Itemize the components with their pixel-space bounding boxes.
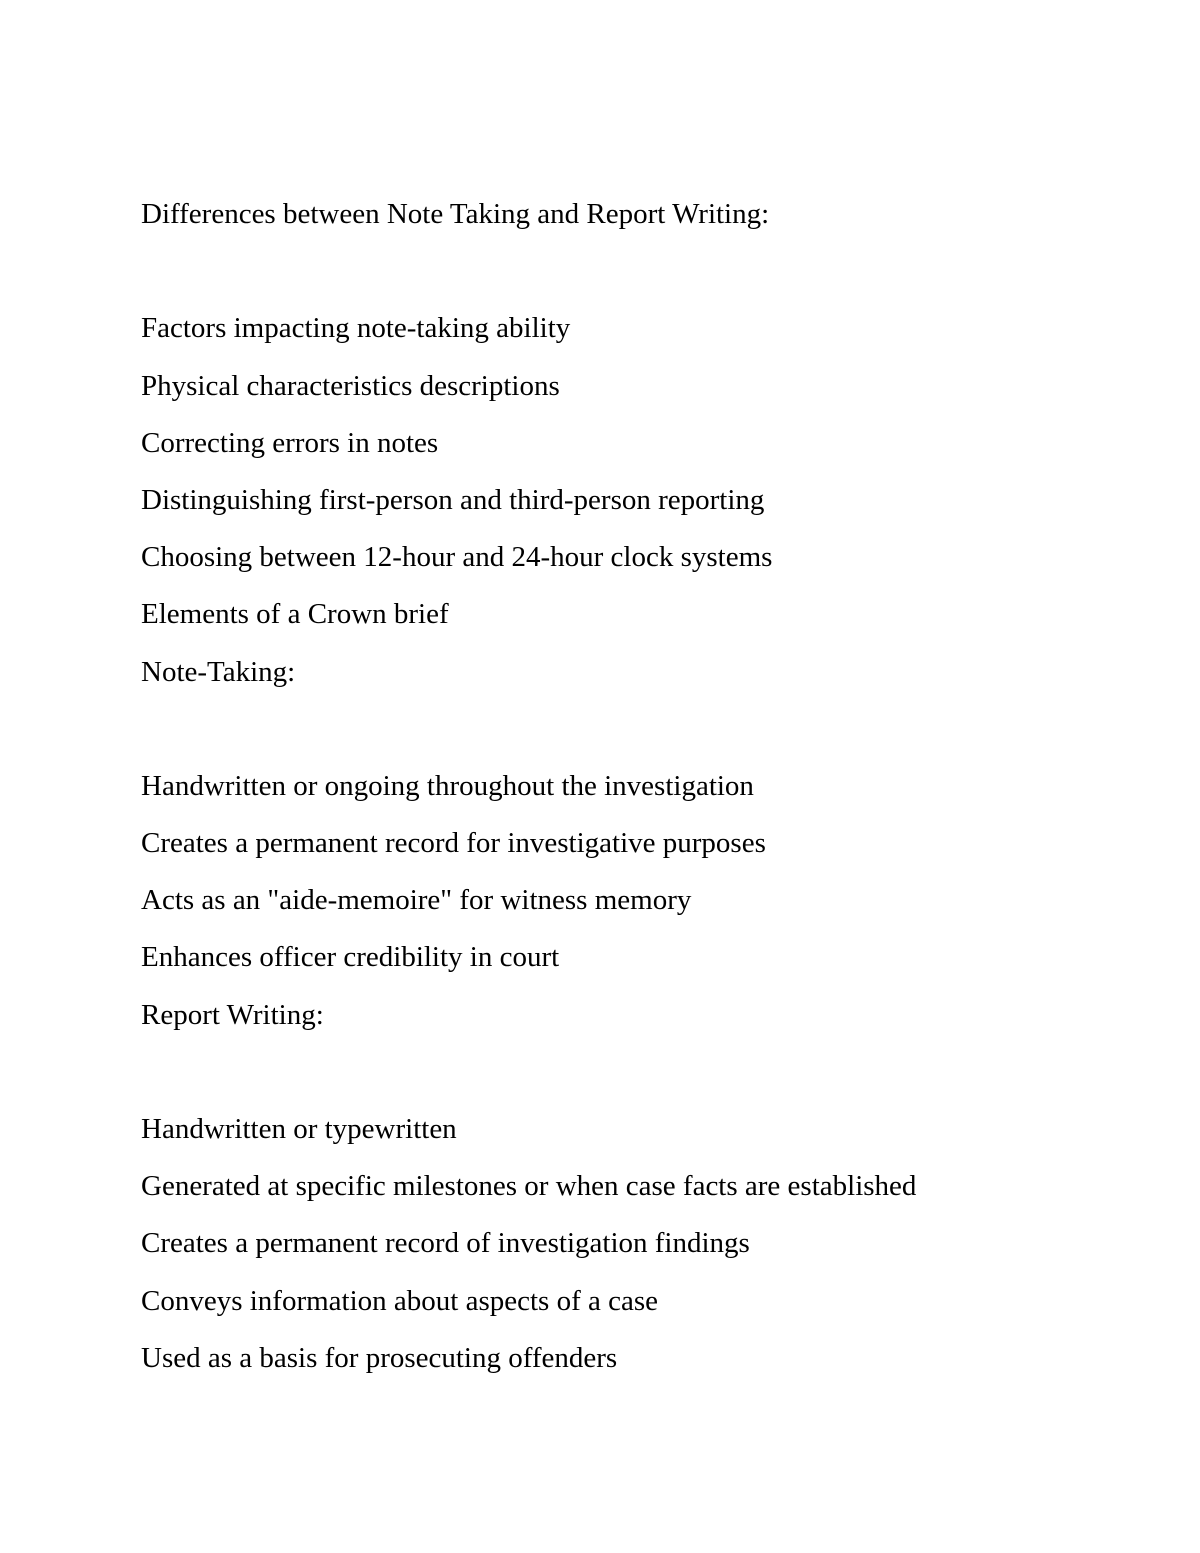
topic-item: Physical characteristics descriptions bbox=[141, 369, 560, 402]
topic-item: Choosing between 12-hour and 24-hour clock systems bbox=[141, 541, 773, 574]
report-writing-item: Generated at specific milestones or when case facts are established bbox=[141, 1170, 917, 1203]
blank-line bbox=[141, 249, 1141, 306]
report-writing-item: Handwritten or typewritten bbox=[141, 1113, 457, 1145]
topic-item: Elements of a Crown brief bbox=[141, 598, 449, 631]
note-taking-item: Acts as an "aide-memoire" for witness memory bbox=[141, 884, 692, 917]
report-writing-heading: Report Writing: bbox=[141, 998, 324, 1031]
blank-line bbox=[141, 707, 1141, 764]
note-taking-item: Enhances officer credibility in court bbox=[141, 941, 560, 974]
report-writing-item: Used as a basis for prosecuting offenders bbox=[141, 1341, 618, 1374]
document-body bbox=[141, 192, 1141, 1393]
topic-item: Correcting errors in notes bbox=[141, 426, 439, 459]
topic-item: Distinguishing first-person and third-person reporting bbox=[141, 483, 765, 516]
topic-item: Factors impacting note-taking ability bbox=[141, 312, 571, 345]
note-taking-item: Handwritten or ongoing throughout the investigation bbox=[141, 769, 754, 802]
report-writing-item: Creates a permanent record of investigation findings bbox=[141, 1227, 750, 1260]
note-taking-heading: Note-Taking: bbox=[141, 655, 296, 688]
note-taking-item: Creates a permanent record for investigative purposes bbox=[141, 827, 766, 860]
document-heading: Differences between Note Taking and Report Writing: bbox=[141, 198, 770, 230]
blank-line bbox=[141, 1050, 1141, 1107]
report-writing-item: Conveys information about aspects of a case bbox=[141, 1284, 659, 1317]
